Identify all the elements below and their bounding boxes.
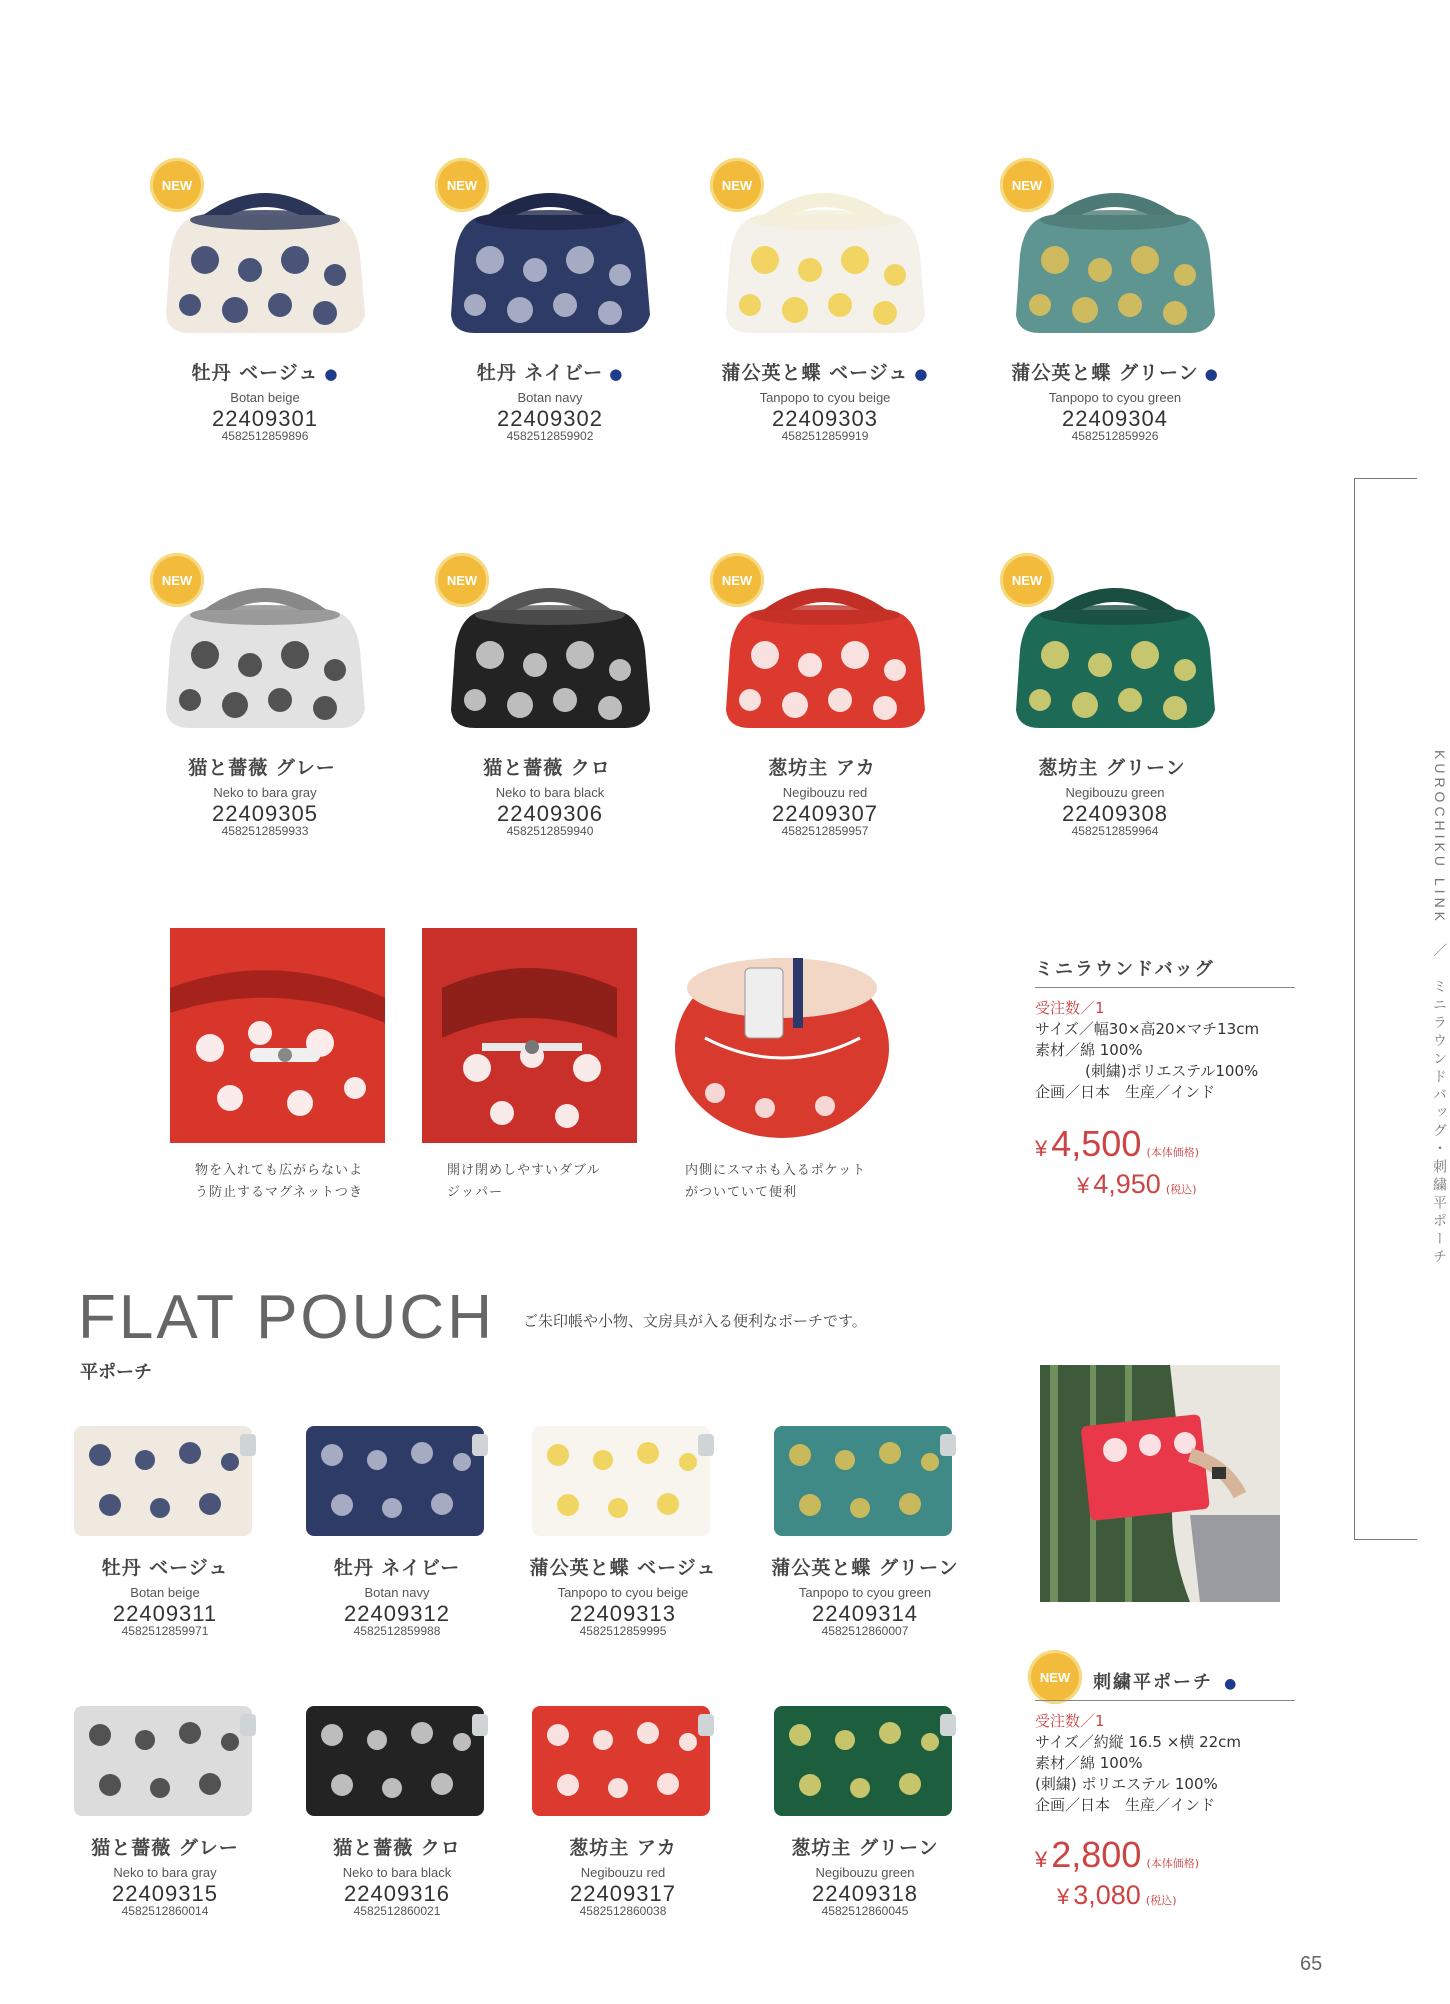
pouch-romaji: Negibouzu red (580, 1865, 666, 1880)
pouch-jan: 4582512859971 (121, 1624, 209, 1638)
pouch-price-tax: ¥ 3,080 (税込) (1057, 1880, 1177, 1910)
bag-romaji: Neko to bara gray (213, 785, 317, 800)
pouch-product-card (730, 1700, 1000, 1918)
pouch-code: 22409315 (112, 1881, 218, 1906)
pouch-romaji: Negibouzu green (815, 1865, 915, 1880)
bag-name: 蒲公英と蝶 ベージュ ● (721, 362, 929, 384)
bag-code: 22409303 (772, 406, 878, 431)
pouch-romaji: Tanpopo to cyou green (798, 1585, 932, 1600)
new-badge: NEW (1000, 553, 1054, 607)
bag-info-title: ミニラウンドバッグ (1035, 955, 1295, 988)
pouch-product-card (30, 1420, 300, 1638)
bag-code: 22409304 (1062, 406, 1168, 431)
new-badge: NEW (150, 158, 204, 212)
pouch-order: 受注数／1 (1035, 1712, 1105, 1730)
new-badge: NEW (435, 553, 489, 607)
pouch-photo (302, 1700, 492, 1825)
pouch-product-card (730, 1420, 1000, 1638)
new-badge: NEW (435, 158, 489, 212)
new-badge: NEW (710, 553, 764, 607)
pouch-romaji: Tanpopo to cyou beige (557, 1585, 689, 1600)
pouch-name: 牡丹 ベージュ (101, 1557, 229, 1579)
bag-price-tax: ¥ 4,950 (税込) (1077, 1169, 1197, 1199)
bag-romaji: Tanpopo to cyou beige (759, 390, 891, 405)
pouch-jan: 4582512859988 (353, 1624, 441, 1638)
pouch-romaji: Botan beige (130, 1585, 200, 1600)
pouch-name: 葱坊主 アカ (569, 1837, 677, 1859)
bag-product-card (415, 555, 685, 838)
detail-photo-zipper (422, 928, 637, 1143)
pouch-product-card (488, 1700, 758, 1918)
bag-name: 猫と薔薇 クロ (483, 757, 611, 779)
pouch-code: 22409318 (812, 1881, 918, 1906)
pouch-section-description: ご朱印帳や小物、文房具が入る便利なポーチです。 (523, 1312, 867, 1330)
bag-romaji: Tanpopo to cyou green (1048, 390, 1182, 405)
pouch-name: 蒲公英と蝶 グリーン (771, 1557, 959, 1579)
bag-photo (1010, 160, 1220, 350)
new-badge: NEW (710, 158, 764, 212)
pouch-material: 素材／綿 100% (1035, 1754, 1143, 1772)
pouch-origin: 企画／日本 生産／インド (1035, 1796, 1216, 1814)
pouch-section-subtitle: 平ポーチ (80, 1362, 152, 1383)
bag-product-card (690, 160, 960, 443)
bag-jan: 4582512859957 (781, 824, 869, 838)
pouch-info (1035, 1668, 1295, 1911)
pouch-romaji: Botan navy (364, 1585, 430, 1600)
detail-caption-magnet: 物を入れても広がらないよ う防止するマグネットつき (195, 1163, 364, 1200)
bag-product-card (130, 555, 400, 838)
detail-caption-zipper: 開け閉めしやすいダブル ジッパー (447, 1163, 601, 1200)
bag-product-card (415, 160, 685, 443)
pouch-product-card (488, 1420, 758, 1638)
pouch-jan: 4582512860014 (121, 1904, 209, 1918)
bag-name: 葱坊主 アカ (768, 757, 876, 779)
pouch-jan: 4582512860021 (353, 1904, 441, 1918)
bag-photo (1010, 555, 1220, 745)
pouch-code: 22409316 (344, 1881, 450, 1906)
bag-order: 受注数／1 (1035, 999, 1105, 1017)
bag-jan: 4582512859933 (221, 824, 309, 838)
bag-product-card (980, 555, 1250, 838)
pouch-photo (770, 1700, 960, 1825)
page-number: 65 (1300, 1953, 1323, 1975)
pouch-product-card (30, 1700, 300, 1918)
bag-romaji: Botan navy (517, 390, 583, 405)
bag-embroidery: (刺繍)ポリエステル100% (1085, 1062, 1259, 1080)
bag-name: 牡丹 ベージュ ● (191, 362, 339, 384)
pouch-name: 猫と薔薇 クロ (333, 1837, 461, 1859)
pouch-info-new-badge: NEW (1028, 1650, 1082, 1704)
pouch-price: ¥ 2,800 (本体価格) (1035, 1834, 1200, 1875)
bag-photo (720, 160, 930, 350)
bag-name: 葱坊主 グリーン (1038, 757, 1186, 779)
side-label: KUROCHIKU LINK ／ ミニラウンドバッグ・刺繍平ポーチ (1432, 750, 1448, 1268)
pouch-jan: 4582512860007 (821, 1624, 909, 1638)
new-badge: NEW (150, 553, 204, 607)
bag-jan: 4582512859964 (1071, 824, 1159, 838)
pouch-romaji: Neko to bara black (342, 1865, 452, 1880)
detail-photo-pocket (675, 928, 890, 1143)
bag-jan: 4582512859902 (506, 429, 594, 443)
bag-romaji: Negibouzu red (782, 785, 868, 800)
bag-material: 素材／綿 100% (1035, 1041, 1143, 1059)
pouch-romaji: Neko to bara gray (113, 1865, 217, 1880)
bag-name: 猫と薔薇 グレー (188, 757, 336, 779)
pouch-photo (528, 1700, 718, 1825)
pouch-jan: 4582512860045 (821, 1904, 909, 1918)
pouch-name: 猫と薔薇 グレー (91, 1837, 239, 1859)
bag-product-card (980, 160, 1250, 443)
pouch-photo (770, 1420, 960, 1545)
bag-jan: 4582512859926 (1071, 429, 1159, 443)
bag-product-card (690, 555, 960, 838)
bag-romaji: Botan beige (230, 390, 300, 405)
bag-code: 22409305 (212, 801, 318, 826)
pouch-info-dot: ● (1224, 1676, 1237, 1692)
pouch-jan: 4582512860038 (579, 1904, 667, 1918)
detail-caption-pocket: 内側にスマホも入るポケット がついていて便利 (685, 1163, 867, 1200)
pouch-lifestyle-photo (1040, 1365, 1280, 1602)
bag-price: ¥ 4,500 (本体価格) (1035, 1123, 1200, 1164)
pouch-photo (302, 1420, 492, 1545)
bag-code: 22409306 (497, 801, 603, 826)
detail-photo-magnet (170, 928, 385, 1143)
bag-code: 22409308 (1062, 801, 1168, 826)
bag-code: 22409302 (497, 406, 603, 431)
bag-name: 蒲公英と蝶 グリーン ● (1011, 362, 1219, 384)
bag-photo (160, 160, 370, 350)
pouch-code: 22409314 (812, 1601, 918, 1626)
bag-jan: 4582512859940 (506, 824, 594, 838)
bag-size: サイズ／幅30×高20×マチ13cm (1035, 1020, 1260, 1038)
bag-code: 22409307 (772, 801, 878, 826)
pouch-jan: 4582512859995 (579, 1624, 667, 1638)
pouch-info-title: 刺繍平ポーチ ● (1035, 1668, 1295, 1701)
pouch-code: 22409317 (570, 1881, 676, 1906)
bag-code: 22409301 (212, 406, 318, 431)
bag-origin: 企画／日本 生産／インド (1035, 1083, 1216, 1101)
pouch-embroidery: (刺繍) ポリエステル 100% (1035, 1775, 1218, 1793)
bag-name: 牡丹 ネイビー ● (476, 362, 624, 384)
pouch-section-title: FLAT POUCH (78, 1283, 495, 1352)
bag-photo (445, 160, 655, 350)
bag-romaji: Negibouzu green (1065, 785, 1165, 800)
pouch-code: 22409311 (112, 1601, 218, 1626)
bag-jan: 4582512859919 (781, 429, 869, 443)
pouch-code: 22409313 (570, 1601, 676, 1626)
pouch-photo (528, 1420, 718, 1545)
bag-photo (445, 555, 655, 745)
pouch-name: 牡丹 ネイビー (333, 1557, 461, 1579)
pouch-photo (70, 1420, 260, 1545)
bag-info (1035, 955, 1295, 1200)
pouch-code: 22409312 (344, 1601, 450, 1626)
bag-romaji: Neko to bara black (495, 785, 605, 800)
pouch-size: サイズ／約縦 16.5 ×横 22cm (1035, 1733, 1242, 1751)
bag-photo (160, 555, 370, 745)
bag-photo (720, 555, 930, 745)
new-badge: NEW (1000, 158, 1054, 212)
pouch-name: 蒲公英と蝶 ベージュ (529, 1557, 717, 1579)
bag-jan: 4582512859896 (221, 429, 309, 443)
bag-product-card (130, 160, 400, 443)
pouch-photo (70, 1700, 260, 1825)
pouch-name: 葱坊主 グリーン (791, 1837, 939, 1859)
